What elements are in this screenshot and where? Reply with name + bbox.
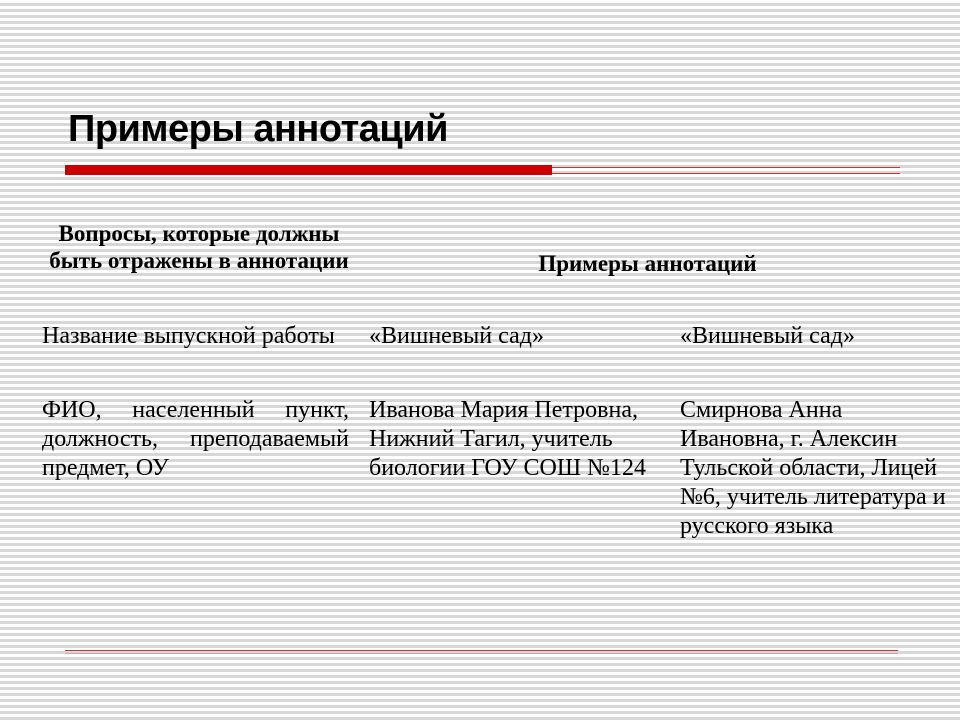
title-rule-line [552, 173, 900, 174]
row-2-example-2: Смирнова Анна Ивановна, г. Алексин Тульской области, Лицей №6, учитель литература и русского языка [680, 397, 946, 539]
title-rule-line [552, 167, 900, 168]
row-1-example-1: «Вишневый сад» [369, 323, 544, 349]
slide-title: Примеры аннотаций [68, 108, 448, 150]
header-questions: Вопросы, которые должны быть отражены в аннотации [49, 221, 349, 273]
title-accent-bar [65, 165, 552, 175]
footer-rule-line [65, 650, 898, 651]
header-examples: Примеры аннотаций [538, 251, 757, 276]
row-2-question: ФИО, населенный пункт, должность, преподаваемый предмет, ОУ [42, 397, 349, 481]
row-1-example-2: «Вишневый сад» [680, 323, 855, 349]
row-2-example-1: Иванова Мария Петровна, Нижний Тагил, учитель биологии ГОУ СОШ №124 [369, 397, 646, 481]
row-1-question: Название выпускной работы [42, 323, 335, 349]
footer-rule-line [65, 653, 898, 654]
